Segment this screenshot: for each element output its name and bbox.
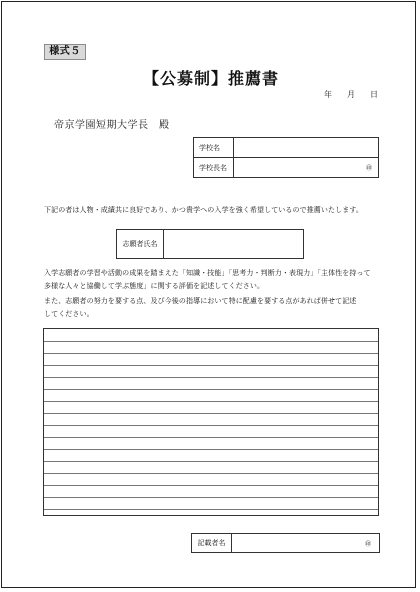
instruction-line-1: 入学志願者の学習や活動の成果を踏まえた「知識・技能」「思考力・判断力・表現力」「主体性を持って [44,269,371,277]
seal-mark: ㊞ [365,165,372,172]
addressee: 帝京学園短期大学長 殿 [54,120,170,131]
applicant-name-box [116,229,304,259]
recommendation-statement: 下記の者は人物・成績共に良好であり、かつ貴学への入学を強く希望しているので推薦いたします。 [44,206,363,214]
date-day: 日 [370,90,378,99]
writing-rule-line [44,473,378,474]
writing-rule-line [44,497,378,498]
writing-rule-line [44,401,378,402]
form-page [1,1,416,588]
recorder-name-box [191,533,380,553]
date-month: 月 [347,90,355,99]
writing-rule-line [44,437,378,438]
applicant-name-label: 志願者氏名 [117,230,164,258]
writing-rule-line [44,485,378,486]
school-info-table [193,137,379,178]
writing-rule-line [44,365,378,366]
instruction-line-2: 多様な人々と協働して学ぶ態度」に関する評価を記述してください。 [44,282,265,290]
writing-rule-line [44,389,378,390]
school-name-field[interactable] [234,138,379,158]
writing-rule-line [44,509,378,510]
instruction-line-4: してください。 [44,310,94,318]
applicant-name-field[interactable] [164,230,303,258]
recorder-name-field[interactable] [232,534,379,552]
principal-name-label: 学校長名 [194,158,234,178]
writing-rule-line [44,425,378,426]
form-number-badge: 様式５ [44,44,86,60]
writing-rule-line [44,413,378,414]
writing-rule-line [44,341,378,342]
recorder-name-label: 記載者名 [192,534,232,552]
date-year: 年 [324,90,332,99]
writing-rule-line [44,353,378,354]
instruction-line-3: また、志願者の努力を要する点、及び今後の指導において特に配慮を要する点があれば併せて記述 [44,297,357,305]
recorder-seal-mark: ㊞ [364,541,371,548]
principal-name-field[interactable] [234,158,379,178]
writing-rule-line [44,461,378,462]
writing-rule-line [44,449,378,450]
evaluation-writing-area[interactable] [43,328,379,516]
school-name-label: 学校名 [194,138,234,158]
document-title: 【公募制】推薦書 [142,69,279,88]
writing-rule-line [44,377,378,378]
